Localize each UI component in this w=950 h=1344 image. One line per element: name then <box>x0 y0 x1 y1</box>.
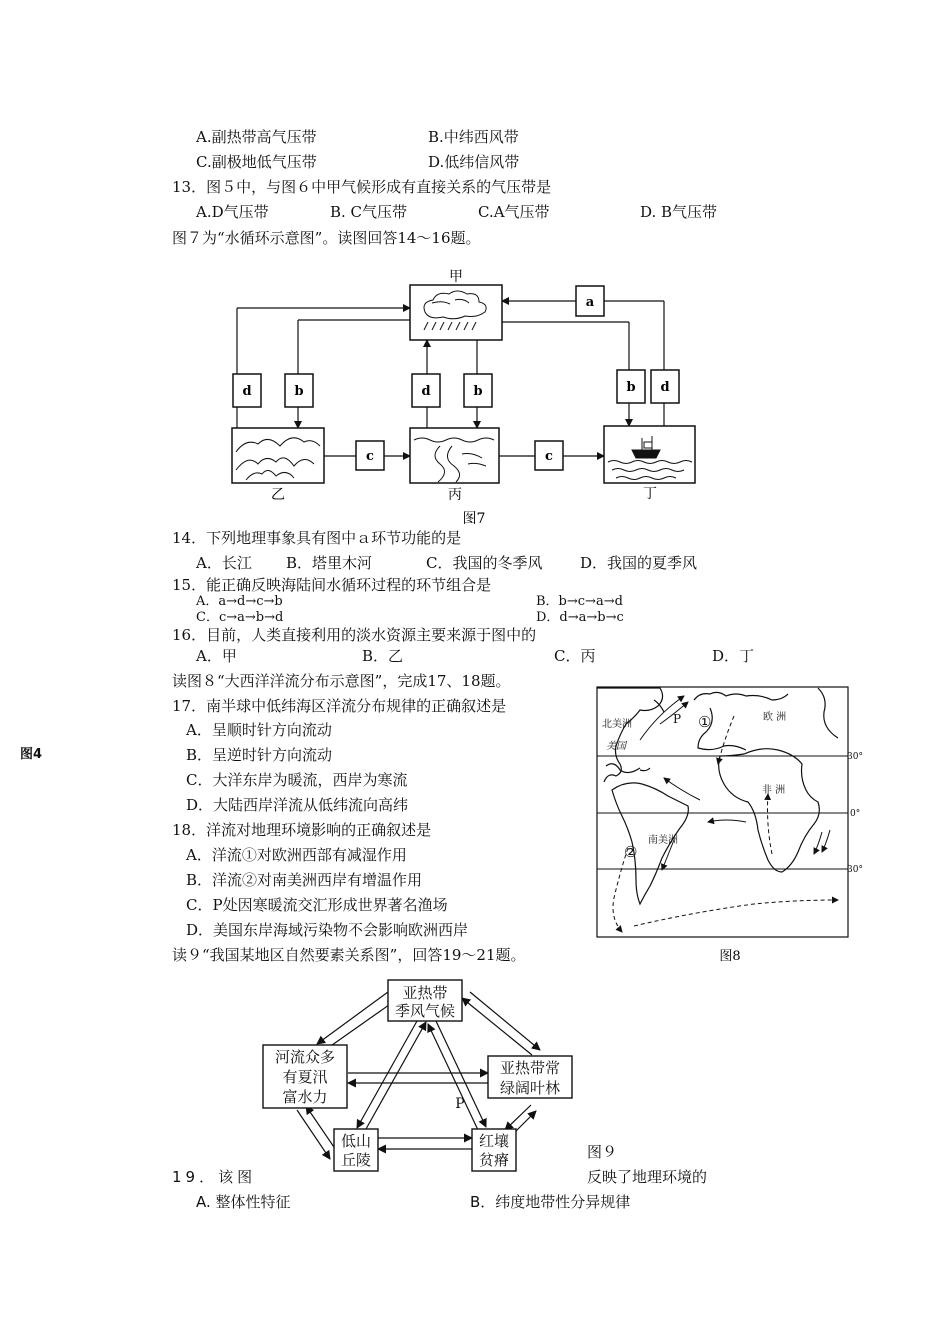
q12-option-c: C.副极地低气压带 <box>196 153 317 171</box>
fig9-intro: 读９“我国某地区自然要素关系图”，回答19～21题。 <box>172 946 526 964</box>
q18-stem: 18．洋流对地理环境影响的正确叙述是 <box>172 821 432 839</box>
q19-stem-right: 反映了地理环境的 <box>587 1168 708 1186</box>
fig9-river-line2: 有夏汛 <box>282 1068 328 1086</box>
fig8-label-europe: 欧 洲 <box>763 712 787 723</box>
q16-option-d: D．丁 <box>712 647 755 665</box>
q16-option-a: A．甲 <box>196 647 237 665</box>
fig8-caption: 图8 <box>719 949 741 964</box>
q17-option-c: C．大洋东岸为暖流，西岸为寒流 <box>186 771 408 789</box>
fig7-label-bing: 丙 <box>448 487 462 503</box>
q15-option-b: B．b→c→a→d <box>536 594 623 609</box>
fig7-label-jia: 甲 <box>449 269 463 285</box>
fig8-lat-s30: 30° <box>847 865 863 875</box>
q17-option-b: B．呈逆时针方向流动 <box>186 746 333 764</box>
q18-option-c: C．P处因寒暖流交汇形成世界著名渔场 <box>186 896 448 914</box>
fig7-caption: 图7 <box>462 511 486 527</box>
fig9-soil-line1: 红壤 <box>478 1132 510 1150</box>
fig8-label-p: P <box>673 712 682 726</box>
fig8-label-current-2: ② <box>624 843 638 861</box>
fig8-label-current-1: ① <box>698 713 712 731</box>
q19-option-a: A. 整体性特征 <box>196 1193 291 1211</box>
fig7-water-cycle-diagram <box>225 266 705 536</box>
q19-option-b: B．纬度地带性分异规律 <box>470 1193 631 1211</box>
q14-stem: 14．下列地理事象具有图中ａ环节功能的是 <box>172 529 462 547</box>
q13-option-c: C.A气压带 <box>478 203 550 221</box>
q13-stem: 13．图５中，与图６中甲气候形成有直接关系的气压带是 <box>172 178 552 196</box>
fig9-caption: 图９ <box>587 1143 618 1161</box>
fig9-river-line3: 富水力 <box>282 1088 328 1106</box>
fig8-lat-n30: 30° <box>847 752 863 762</box>
fig7-link-b-left: b <box>294 384 304 399</box>
fig9-hills-line1: 低山 <box>340 1132 372 1150</box>
fig8-label-north-america: 北美洲 <box>602 719 632 730</box>
fig7-link-d-right: d <box>660 380 670 395</box>
fig8-lat-0: 0° <box>850 809 861 819</box>
q13-option-d: D. B气压带 <box>640 203 718 221</box>
q17-option-a: A．呈顺时针方向流动 <box>186 721 332 739</box>
fig8-label-south-america: 南美洲 <box>648 835 678 846</box>
q18-option-b: B．洋流②对南美洲西岸有增温作用 <box>186 871 423 889</box>
q16-option-c: C．丙 <box>554 647 596 665</box>
fig9-climate-line1: 亚热带 <box>402 984 448 1002</box>
q17-stem: 17．南半球中低纬海区洋流分布规律的正确叙述是 <box>172 697 507 715</box>
fig9-forest-line1: 亚热带常 <box>499 1059 561 1077</box>
fig9-climate-line2: 季风气候 <box>394 1002 456 1020</box>
fig9-soil-line2: 贫瘠 <box>478 1151 510 1169</box>
fig7-link-b-right: b <box>626 380 636 395</box>
q16-option-b: B．乙 <box>362 647 404 665</box>
fig8-atlantic-currents-map <box>590 682 870 972</box>
fig9-hills-line2: 丘陵 <box>340 1151 372 1169</box>
fig7-label-ding: 丁 <box>643 486 657 502</box>
q14-option-c: C．我国的冬季风 <box>426 554 543 572</box>
fig7-link-c-left: c <box>366 449 374 464</box>
fig9-label-p: P <box>455 1096 465 1112</box>
q13-option-a: A.D气压带 <box>196 203 269 221</box>
side-figure-label: 图4 <box>20 747 43 762</box>
q14-option-a: A．长江 <box>196 554 252 572</box>
q16-stem: 16．目前，人类直接利用的淡水资源主要来源于图中的 <box>172 626 537 644</box>
q14-option-b: B．塔里木河 <box>286 554 373 572</box>
q19-stem-left: 19．该图 <box>172 1168 257 1186</box>
q15-option-d: D．d→a→b→c <box>536 610 624 625</box>
q15-stem: 15．能正确反映海陆间水循环过程的环节组合是 <box>172 576 492 594</box>
fig7-label-yi: 乙 <box>271 487 285 503</box>
fig7-intro: 图７为“水循环示意图”。读图回答14～16题。 <box>172 229 481 247</box>
q12-option-a: A.副热带高气压带 <box>196 128 317 146</box>
fig7-link-a: a <box>585 295 595 310</box>
q12-option-b: B.中纬西风带 <box>428 128 519 146</box>
fig7-link-d-left: d <box>242 384 252 399</box>
fig7-link-b-mid: b <box>473 384 483 399</box>
q18-option-a: A．洋流①对欧洲西部有减湿作用 <box>186 846 407 864</box>
q18-option-d: D．美国东岸海域污染物不会影响欧洲西岸 <box>186 921 469 939</box>
fig9-forest-line2: 绿阔叶林 <box>499 1079 561 1097</box>
q12-option-d: D.低纬信风带 <box>428 153 520 171</box>
fig7-link-d-mid: d <box>421 384 431 399</box>
fig7-box-jia <box>410 285 502 340</box>
q17-option-d: D．大陆西岸洋流从低纬流向高纬 <box>186 796 409 814</box>
fig8-label-usa: 美国 <box>606 741 626 752</box>
q15-option-c: C．c→a→b→d <box>196 610 284 625</box>
fig8-label-africa: 非 洲 <box>762 785 786 796</box>
q14-option-d: D．我国的夏季风 <box>580 554 698 572</box>
fig7-box-bing <box>410 428 499 483</box>
q13-option-b: B. C气压带 <box>330 203 408 221</box>
fig7-link-c-right: c <box>545 449 553 464</box>
fig9-river-line1: 河流众多 <box>274 1048 336 1066</box>
q15-option-a: A．a→d→c→b <box>196 594 283 609</box>
fig8-intro: 读图８“大西洋洋流分布示意图”，完成17、18题。 <box>172 672 511 690</box>
